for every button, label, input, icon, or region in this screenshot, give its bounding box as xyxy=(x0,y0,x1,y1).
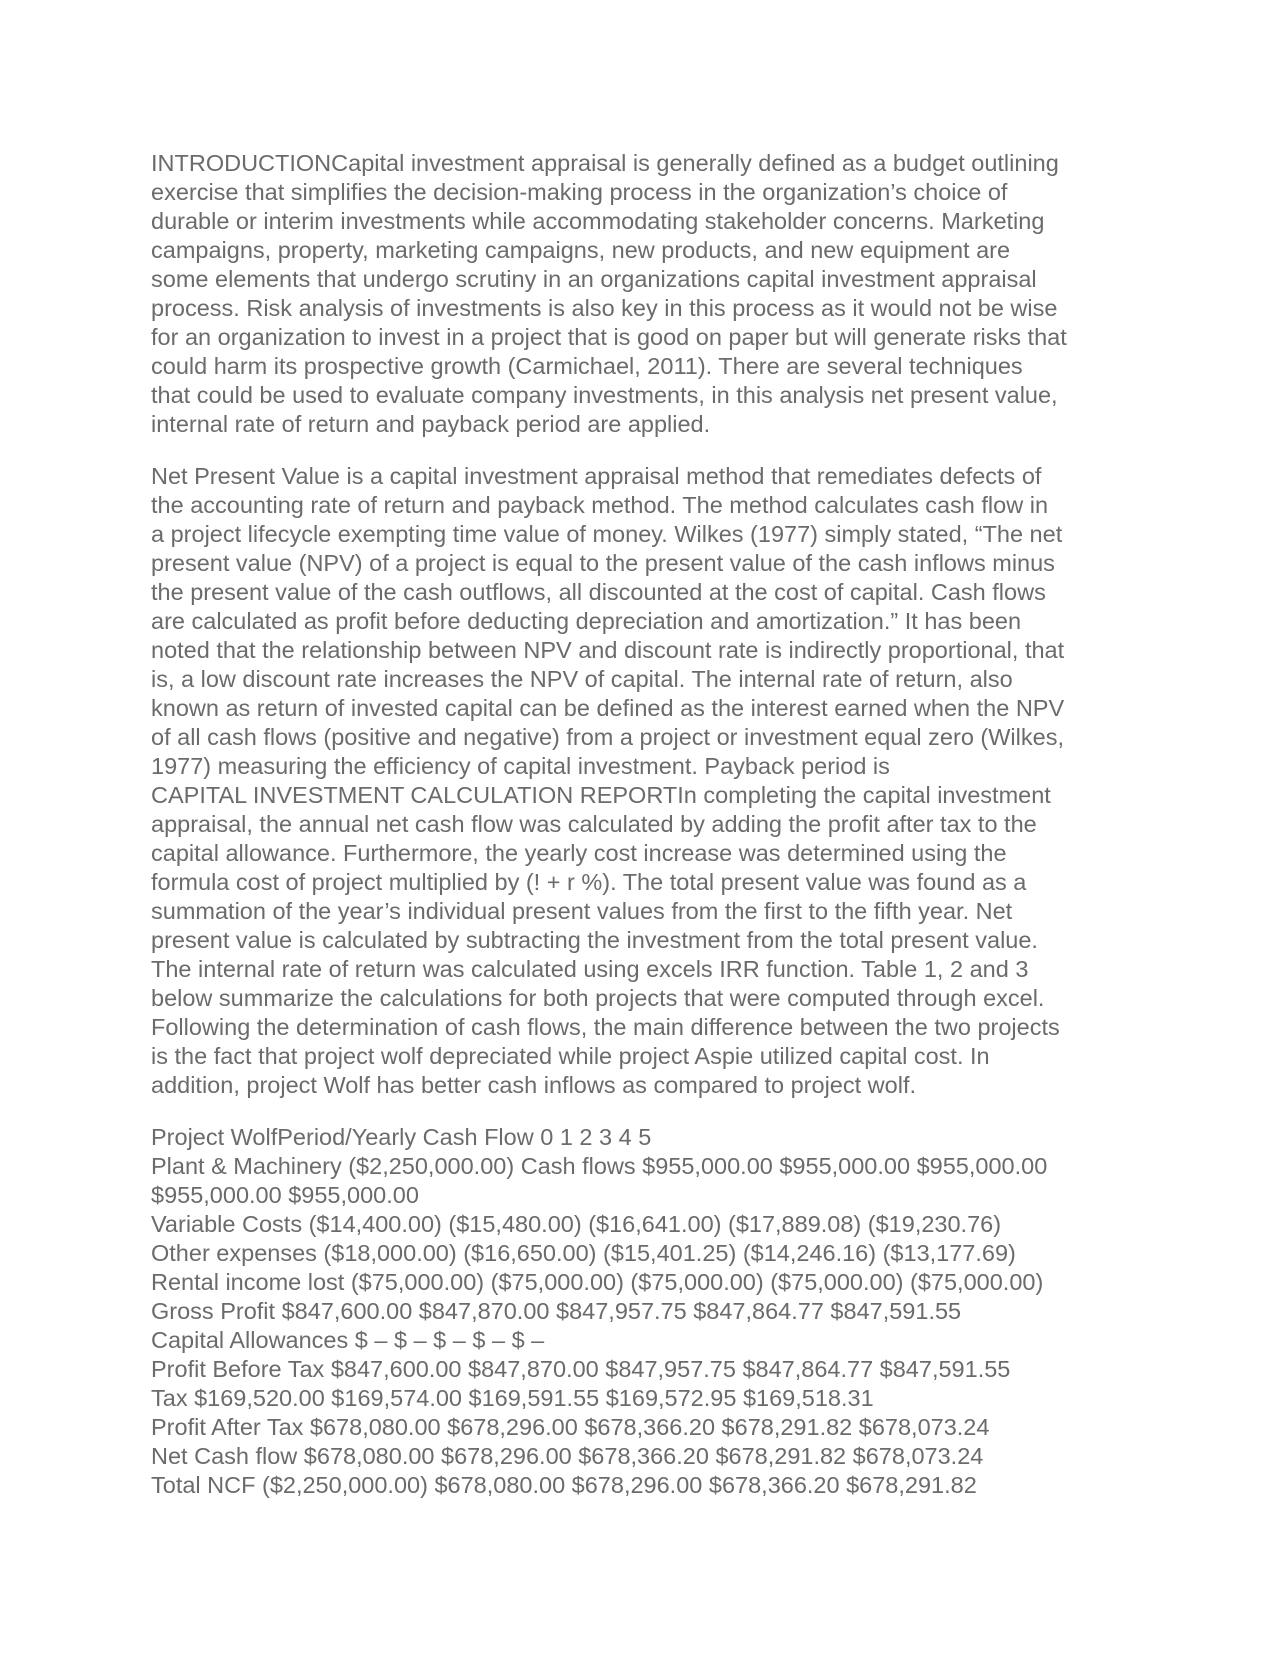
text-line: durable or interim investments while accommodating stakeholder concerns. Marketing xyxy=(151,208,1045,234)
text-line: known as return of invested capital can be defined as the interest earned when the NPV xyxy=(151,695,1065,721)
text-line: internal rate of return and payback period are applied. xyxy=(151,411,711,437)
table-line: Tax $169,520.00 $169,574.00 $169,591.55 $169,572.95 $169,518.31 xyxy=(151,1385,874,1411)
text-line: for an organization to invest in a project that is good on paper but will generate risks that xyxy=(151,324,1067,350)
paragraph-gap xyxy=(151,439,1141,462)
text-line: could harm its prospective growth (Carmichael, 2011). There are several techniques xyxy=(151,353,1023,379)
text-line: formula cost of project multiplied by (! + r %). The total present value was found as a xyxy=(151,869,1027,895)
text-line: CAPITAL INVESTMENT CALCULATION REPORTIn completing the capital investment xyxy=(151,782,1051,808)
text-line: a project lifecycle exempting time value of money. Wilkes (1977) simply stated, “The net xyxy=(151,521,1063,547)
introduction-paragraph xyxy=(151,149,1141,439)
text-line: are calculated as profit before deducting depreciation and amortization.” It has been xyxy=(151,608,1022,634)
text-line: of all cash flows (positive and negative) from a project or investment equal zero (Wilkes, xyxy=(151,724,1064,750)
text-line: capital allowance. Furthermore, the yearly cost increase was determined using the xyxy=(151,840,1007,866)
table-line: Plant & Machinery ($2,250,000.00) Cash flows $955,000.00 $955,000.00 $955,000.00 xyxy=(151,1153,1048,1179)
text-line: appraisal, the annual net cash flow was calculated by adding the profit after tax to the xyxy=(151,811,1037,837)
table-line: Profit After Tax $678,080.00 $678,296.00 $678,366.20 $678,291.82 $678,073.24 xyxy=(151,1414,990,1440)
table-line: Total NCF ($2,250,000.00) $678,080.00 $678,296.00 $678,366.20 $678,291.82 xyxy=(151,1472,977,1498)
text-line: noted that the relationship between NPV and discount rate is indirectly proportional, that xyxy=(151,637,1065,663)
text-line: summation of the year’s individual present values from the first to the fifth year. Net xyxy=(151,898,1013,924)
text-line: some elements that undergo scrutiny in an organizations capital investment appraisal xyxy=(151,266,1037,292)
text-line: campaigns, property, marketing campaigns, new products, and new equipment are xyxy=(151,237,1011,263)
table-line: Variable Costs ($14,400.00) ($15,480.00) ($16,641.00) ($17,889.08) ($19,230.76) xyxy=(151,1211,1002,1237)
table-line: Other expenses ($18,000.00) ($16,650.00) ($15,401.25) ($14,246.16) ($13,177.69) xyxy=(151,1240,1016,1266)
text-line: exercise that simplifies the decision-making process in the organization’s choice of xyxy=(151,179,1008,205)
text-line: below summarize the calculations for both projects that were computed through excel. xyxy=(151,985,1045,1011)
text-line: present value is calculated by subtracting the investment from the total present value. xyxy=(151,927,1038,953)
text-line: present value (NPV) of a project is equal to the present value of the cash inflows minus xyxy=(151,550,1055,576)
table-line: Project WolfPeriod/Yearly Cash Flow 0 1 2 3 4 5 xyxy=(151,1124,652,1150)
text-line: that could be used to evaluate company investments, in this analysis net present value, xyxy=(151,382,1058,408)
npv-and-report-paragraph xyxy=(151,462,1141,1100)
text-line: the present value of the cash outflows, all discounted at the cost of capital. Cash flows xyxy=(151,579,1046,605)
text-line: The internal rate of return was calculated using excels IRR function. Table 1, 2 and 3 xyxy=(151,956,1029,982)
text-line: 1977) measuring the efficiency of capital investment. Payback period is xyxy=(151,753,890,779)
project-wolf-table-text xyxy=(151,1123,1141,1500)
text-line: Following the determination of cash flows, the main difference between the two projects xyxy=(151,1014,1060,1040)
text-line: the accounting rate of return and payback method. The method calculates cash flow in xyxy=(151,492,1049,518)
document-page xyxy=(151,149,1141,1500)
table-line: $955,000.00 $955,000.00 xyxy=(151,1182,419,1208)
text-line: process. Risk analysis of investments is also key in this process as it would not be wise xyxy=(151,295,1058,321)
table-line: Rental income lost ($75,000.00) ($75,000.00) ($75,000.00) ($75,000.00) ($75,000.00) xyxy=(151,1269,1044,1295)
text-line: addition, project Wolf has better cash inflows as compared to project wolf. xyxy=(151,1072,917,1098)
text-line: is the fact that project wolf depreciated while project Aspie utilized capital cost. In xyxy=(151,1043,990,1069)
text-line: is, a low discount rate increases the NPV of capital. The internal rate of return, also xyxy=(151,666,1013,692)
table-line: Gross Profit $847,600.00 $847,870.00 $847,957.75 $847,864.77 $847,591.55 xyxy=(151,1298,962,1324)
table-line: Profit Before Tax $847,600.00 $847,870.00 $847,957.75 $847,864.77 $847,591.55 xyxy=(151,1356,1011,1382)
paragraph-gap xyxy=(151,1100,1141,1123)
text-line: Net Present Value is a capital investment appraisal method that remediates defects of xyxy=(151,463,1042,489)
text-line: INTRODUCTIONCapital investment appraisal is generally defined as a budget outlining xyxy=(151,150,1059,176)
table-line: Capital Allowances $ – $ – $ – $ – $ – xyxy=(151,1327,545,1353)
table-line: Net Cash flow $678,080.00 $678,296.00 $678,366.20 $678,291.82 $678,073.24 xyxy=(151,1443,984,1469)
